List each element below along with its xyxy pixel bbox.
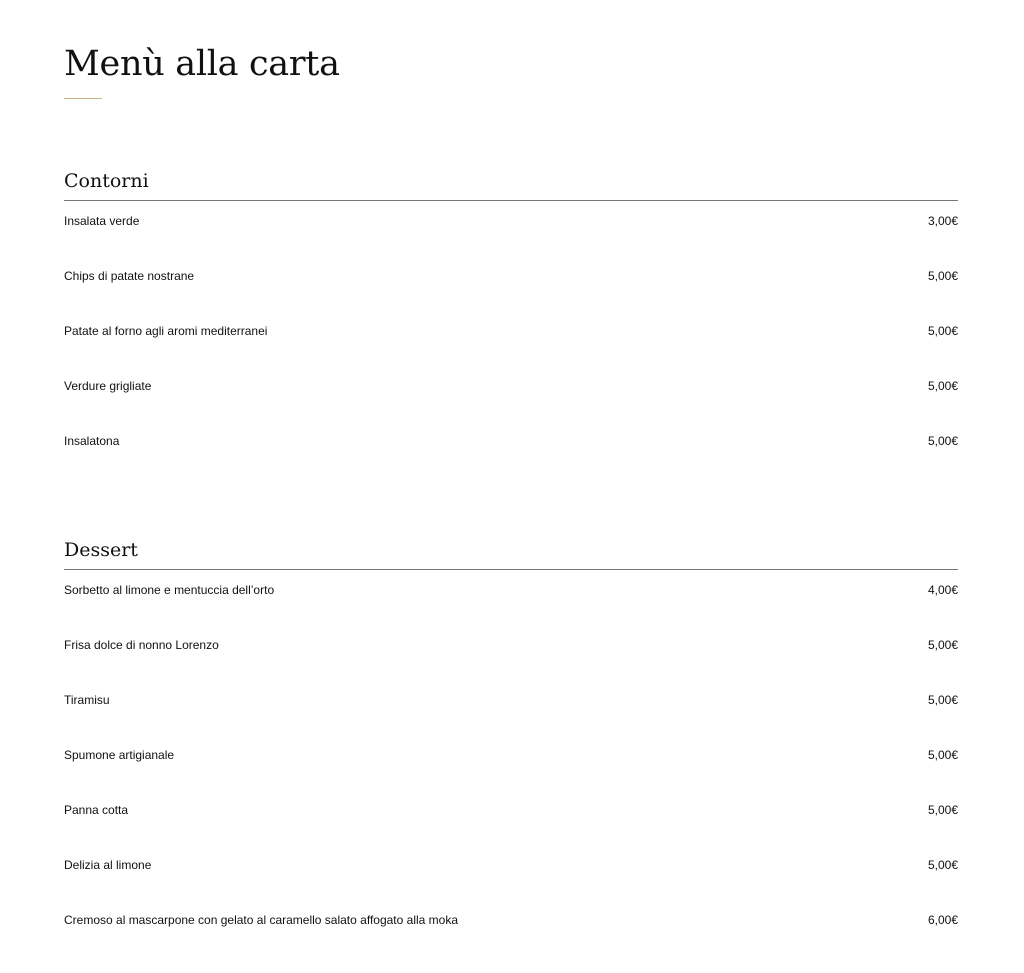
menu-item: [64, 358, 958, 413]
menu-page: [64, 0, 958, 947]
menu-item-name: Panna cotta: [64, 802, 129, 817]
menu-item-name: Spumone artigianale: [64, 747, 175, 762]
menu-item-price: 4,00€: [927, 582, 958, 597]
menu-item: [64, 837, 958, 892]
menu-item-price: 5,00€: [927, 747, 958, 762]
menu-item-price: 5,00€: [927, 268, 958, 283]
section-dessert: [64, 538, 958, 947]
menu-item-name: Patate al forno agli aromi mediterranei: [64, 323, 268, 338]
menu-item: [64, 617, 958, 672]
menu-item: [64, 413, 958, 468]
menu-item-price: 5,00€: [927, 802, 958, 817]
menu-item-name: Delizia al limone: [64, 857, 152, 872]
contorni-list: [64, 193, 958, 468]
dessert-list: [64, 562, 958, 947]
menu-item-name: Sorbetto al limone e mentuccia dell’orto: [64, 582, 275, 597]
menu-item-price: 5,00€: [927, 378, 958, 393]
section-contorni: [64, 169, 958, 468]
menu-item: [64, 672, 958, 727]
menu-item-name: Chips di patate nostrane: [64, 268, 195, 283]
menu-item-price: 5,00€: [927, 857, 958, 872]
menu-item-name: Tiramisu: [64, 692, 110, 707]
menu-item: [64, 562, 958, 617]
page-title: Menù alla carta: [64, 44, 340, 84]
section-heading-dessert: Dessert: [64, 538, 958, 570]
menu-item: [64, 193, 958, 248]
menu-item: [64, 303, 958, 358]
menu-item-price: 5,00€: [927, 692, 958, 707]
title-underline: [64, 98, 102, 99]
menu-item: [64, 892, 958, 947]
menu-item-name: Cremoso al mascarpone con gelato al caramello salato affogato alla moka: [64, 912, 458, 927]
menu-item: [64, 727, 958, 782]
section-heading-contorni: Contorni: [64, 169, 958, 201]
menu-item-name: Frisa dolce di nonno Lorenzo: [64, 637, 219, 652]
menu-item-price: 5,00€: [927, 323, 958, 338]
menu-item: [64, 248, 958, 303]
menu-item-price: 3,00€: [927, 213, 958, 228]
menu-item-price: 5,00€: [927, 433, 958, 448]
menu-item-name: Verdure grigliate: [64, 378, 152, 393]
menu-item-price: 6,00€: [927, 912, 958, 927]
menu-item-name: Insalatona: [64, 433, 120, 448]
menu-item-price: 5,00€: [927, 637, 958, 652]
menu-item-name: Insalata verde: [64, 213, 140, 228]
menu-item: [64, 782, 958, 837]
